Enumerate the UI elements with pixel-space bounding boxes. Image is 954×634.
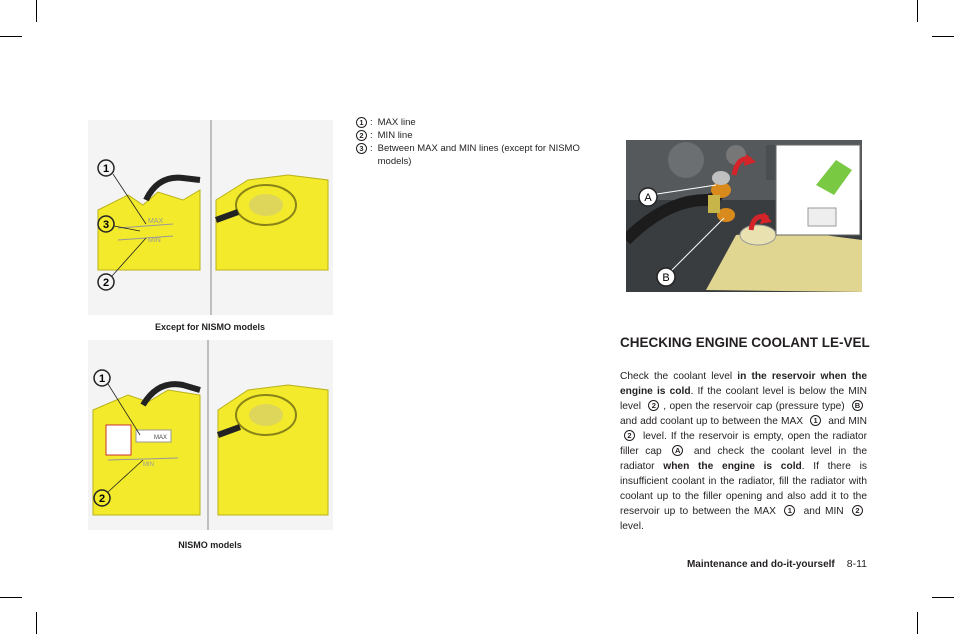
- legend-number: 1: [356, 117, 367, 128]
- callout-1: 1: [102, 163, 110, 175]
- max-tank-label: MAX: [148, 218, 164, 225]
- crop-mark: [36, 612, 37, 634]
- text-run: and MIN: [825, 416, 867, 427]
- callout-2: 2: [98, 493, 106, 505]
- callout-legend: [356, 116, 606, 168]
- text-run: Check the coolant level: [620, 371, 738, 382]
- text-run: and add coolant up to between the MAX: [620, 416, 807, 427]
- min-tank-label: MIN: [143, 462, 154, 468]
- legend-item: 1 : MAX line: [356, 116, 606, 129]
- text-run: , open the reservoir cap (pressure type): [663, 401, 848, 412]
- emphasis-text: in the reservoir when the engine is cold: [620, 371, 867, 397]
- page-footer: [687, 558, 867, 570]
- page-number: 8-11: [846, 558, 867, 570]
- reservoir-figure-nismo: [88, 340, 333, 530]
- figure-caption-standard: Except for NISMO models: [154, 322, 266, 332]
- text-run: and check the coolant level in the radiator: [620, 446, 867, 472]
- ref-max: 1: [810, 415, 821, 426]
- section-heading: CHECKING ENGINE COOLANT LE-VEL: [620, 335, 870, 350]
- ref-min: 2: [648, 400, 659, 411]
- ref-min: 2: [852, 505, 863, 516]
- reservoir-figure-standard: [88, 120, 333, 315]
- callout-b: B: [662, 272, 670, 284]
- text-run: level.: [620, 521, 644, 532]
- text-run: . If there is insufficient coolant in the radiator, fill the radiator with coolant up to the filler opening and also add it to the reservoir up to between the MAX: [620, 461, 867, 517]
- callout-2: 2: [102, 277, 110, 289]
- callout-a: A: [644, 192, 652, 204]
- ref-b: B: [852, 400, 863, 411]
- text-run: and MIN: [799, 506, 848, 517]
- crop-mark: [932, 36, 954, 37]
- legend-text: MAX line: [377, 117, 416, 128]
- legend-number: 2: [356, 130, 367, 141]
- max-tank-label: MAX: [154, 435, 168, 441]
- text-run: . If the coolant level is below the MIN level: [620, 386, 867, 412]
- footer-section: Maintenance and do-it-yourself: [686, 559, 835, 570]
- ref-min: 2: [624, 430, 635, 441]
- crop-mark: [932, 597, 954, 598]
- figure-caption-nismo: NISMO models: [178, 540, 242, 550]
- legend-item: 3 : Between MAX and MIN lines (except for NISMO models): [356, 142, 606, 168]
- text-run: level. If the reservoir is empty, open the radiator filler cap: [620, 431, 867, 457]
- legend-text: Between MAX and MIN lines (except for NISMO models): [377, 143, 580, 167]
- ref-a: A: [672, 445, 683, 456]
- crop-mark: [36, 0, 37, 22]
- legend-item: 2 : MIN line: [356, 129, 606, 142]
- crop-mark: [917, 612, 918, 634]
- legend-number: 3: [356, 143, 367, 154]
- coolant-instructions: [620, 369, 867, 534]
- crop-mark: [0, 36, 22, 37]
- crop-mark: [0, 597, 22, 598]
- min-tank-label: MIN: [148, 237, 161, 244]
- crop-mark: [917, 0, 918, 22]
- emphasis-text: when the engine is cold: [663, 461, 802, 472]
- engine-bay-photo: [626, 140, 862, 292]
- ref-max: 1: [784, 505, 795, 516]
- callout-3: 3: [102, 219, 110, 231]
- callout-1: 1: [98, 373, 106, 385]
- legend-text: MIN line: [377, 130, 413, 141]
